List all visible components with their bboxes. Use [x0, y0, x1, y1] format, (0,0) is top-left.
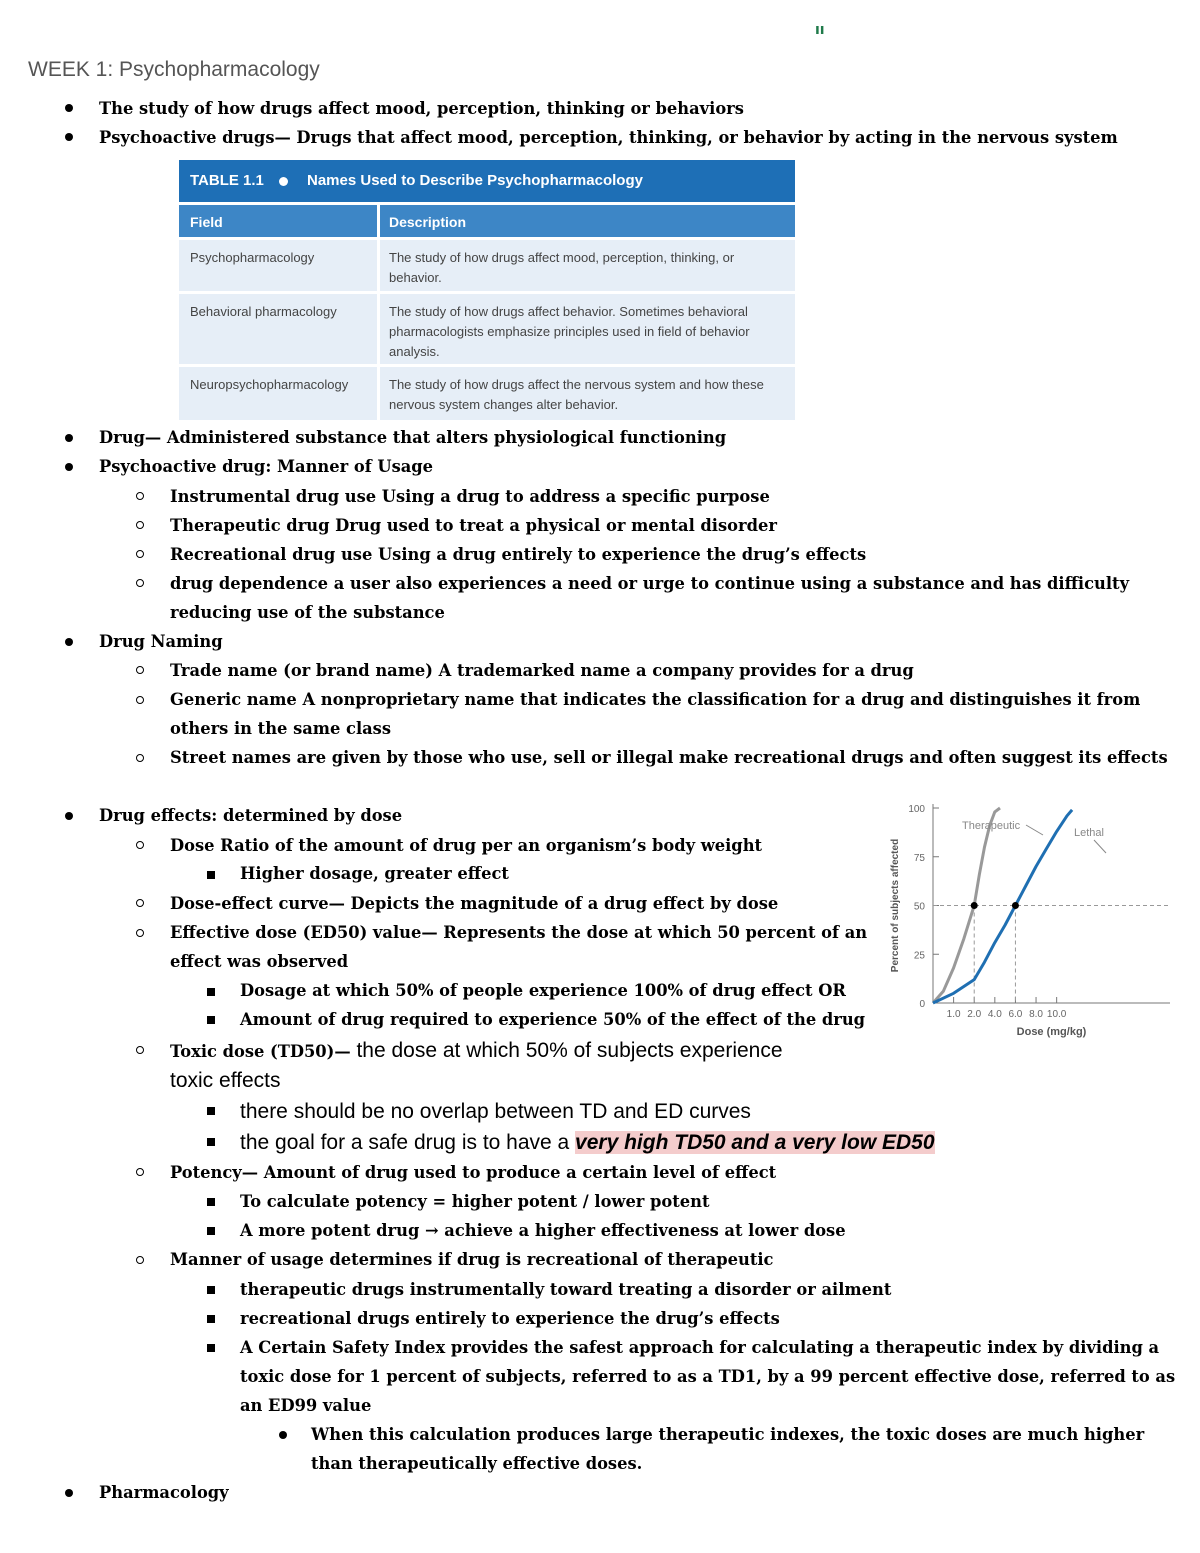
list-item: drug dependence a user also experiences a need or urge to continue using a substance and has difficulty — [170, 574, 1130, 593]
list-item: Pharmacology — [99, 1483, 229, 1502]
bullet — [279, 1431, 287, 1439]
table-row — [179, 367, 795, 420]
col-description: Description — [389, 214, 467, 230]
bullet — [136, 841, 144, 849]
x-tick-label: 10.0 — [1046, 1009, 1067, 1020]
bullet — [207, 1198, 215, 1206]
y-tick-label: 25 — [913, 950, 925, 962]
bullet — [136, 929, 144, 937]
table-caption: TABLE 1.1 — [190, 172, 264, 189]
legend-leader — [1026, 825, 1043, 835]
names-table — [179, 160, 795, 420]
list-item: Effective dose (ED50) value— Represents the dose at which 50 percent of an — [170, 923, 868, 942]
list-item-cont: reducing use of the substance — [170, 603, 445, 622]
list-item: A Certain Safety Index provides the safest approach for calculating a therapeutic index by dividing a — [240, 1338, 1160, 1357]
table-row — [179, 240, 795, 291]
y-tick-label: 100 — [908, 804, 925, 815]
table-header — [179, 160, 795, 202]
x-tick-label: 1.0 — [946, 1009, 961, 1020]
bullet — [65, 812, 73, 820]
table-cell-field: Behavioral pharmacology — [190, 304, 337, 319]
table-cell-desc: The study of how drugs affect behavior. Sometimes behavioral pharmacologists emphasize principles used in field of behavior analysis. — [389, 304, 750, 359]
bullet — [65, 434, 73, 442]
bullet — [136, 899, 144, 907]
list-item: Manner of usage determines if drug is recreational of therapeutic — [170, 1250, 774, 1269]
bullet — [207, 1227, 215, 1235]
list-item — [240, 1130, 935, 1156]
td50-term: Toxic dose (TD50)— — [170, 1042, 351, 1061]
bullet — [65, 133, 73, 141]
bullet — [207, 1344, 215, 1352]
list-item: Generic name A nonproprietary name that indicates the classification for a drug and distinguishes it from — [170, 690, 1141, 709]
bullet — [65, 638, 73, 646]
safe-drug-text: the goal for a safe drug is to have a — [240, 1131, 576, 1154]
list-item: therapeutic drugs instrumentally toward treating a disorder or ailment — [240, 1280, 892, 1299]
bullet — [65, 1489, 73, 1497]
list-item-cont: others in the same class — [170, 719, 392, 738]
list-item-cont: toxic effects — [170, 1069, 281, 1092]
table-cell-desc: The study of how drugs affect the nervous system and how these nervous system changes alter behavior. — [389, 377, 764, 412]
list-item — [170, 1038, 783, 1065]
x-tick-label: 4.0 — [987, 1009, 1002, 1020]
list-item-cont: effect was observed — [170, 952, 349, 971]
dose-effect-chart — [880, 795, 1175, 1050]
bullet — [136, 492, 144, 500]
header-mark: ıı — [815, 22, 825, 38]
table-cell-field: Psychopharmacology — [190, 250, 315, 265]
column-divider — [377, 205, 380, 420]
td50-definition: the dose at which 50% of subjects experience — [350, 1039, 783, 1062]
bullet — [136, 754, 144, 762]
list-item-cont: an ED99 value — [240, 1396, 372, 1415]
bullet — [207, 1016, 215, 1024]
list-item: recreational drugs entirely to experience the drug’s effects — [240, 1309, 780, 1328]
bullet — [136, 579, 144, 587]
legend-leader — [1094, 840, 1106, 853]
col-field: Field — [190, 214, 223, 230]
y-tick-label: 50 — [913, 901, 925, 913]
bullet — [207, 871, 215, 879]
list-item: Amount of drug required to experience 50% of the effect of the drug — [240, 1010, 866, 1029]
bullet — [207, 1138, 215, 1146]
list-item: Drug— Administered substance that alters physiological functioning — [99, 428, 727, 447]
list-item: Street names are given by those who use, sell or illegal make recreational drugs and often suggest its effects — [170, 748, 1168, 767]
y-tick-label: 75 — [913, 852, 925, 864]
list-item: The study of how drugs affect mood, perception, thinking or behaviors — [99, 99, 744, 118]
table-columns — [179, 205, 795, 237]
table-dot-icon — [279, 177, 288, 186]
list-item: Drug Naming — [99, 632, 223, 651]
bullet — [207, 1286, 215, 1294]
list-item: Higher dosage, greater effect — [240, 864, 509, 883]
list-item: To calculate potency = higher potent / lower potent — [240, 1192, 710, 1211]
list-item: Drug effects: determined by dose — [99, 806, 403, 825]
legend-lethal: Lethal — [1074, 827, 1104, 839]
list-item: there should be no overlap between TD and ED curves — [240, 1100, 751, 1123]
y-axis-label: Percent of subjects affected — [890, 838, 901, 973]
x-tick-label: 2.0 — [967, 1009, 982, 1020]
list-item: Psychoactive drug: Manner of Usage — [99, 457, 434, 476]
bullet — [65, 104, 73, 112]
table-row — [179, 294, 795, 364]
bullet — [136, 550, 144, 558]
bullet — [136, 1256, 144, 1264]
legend-therapeutic: Therapeutic — [962, 820, 1021, 832]
page-title: WEEK 1: Psychopharmacology — [28, 58, 320, 81]
list-item: When this calculation produces large therapeutic indexes, the toxic doses are much higher — [311, 1425, 1145, 1444]
x-axis-label: Dose (mg/kg) — [1016, 1026, 1087, 1038]
highlight-text: very high TD50 and a very low ED50 — [575, 1131, 935, 1154]
list-item: Therapeutic drug Drug used to treat a physical or mental disorder — [170, 516, 777, 535]
ed-td-point — [1012, 902, 1019, 909]
list-item: Trade name (or brand name) A trademarked name a company provides for a drug — [170, 661, 914, 680]
list-item: Psychoactive drugs— Drugs that affect mood, perception, thinking, or behavior by acting in the nervous system — [99, 128, 1118, 147]
list-item-cont: than therapeutically effective doses. — [311, 1454, 643, 1473]
series-line-lethal — [933, 810, 1072, 1003]
list-item: Instrumental drug use Using a drug to address a specific purpose — [170, 487, 770, 506]
bullet — [136, 521, 144, 529]
list-item: Potency— Amount of drug used to produce a certain level of effect — [170, 1163, 777, 1182]
bullet — [136, 1168, 144, 1176]
list-item: Dosage at which 50% of people experience 100% of drug effect OR — [240, 981, 846, 1000]
list-item: Dose-effect curve— Depicts the magnitude of a drug effect by dose — [170, 894, 779, 913]
bullet — [207, 988, 215, 996]
bullet — [136, 696, 144, 704]
table-cell-desc: The study of how drugs affect mood, perception, thinking, or behavior. — [389, 250, 735, 285]
list-item: Dose Ratio of the amount of drug per an organism’s body weight — [170, 836, 763, 855]
bullet — [136, 1046, 144, 1054]
table-title: Names Used to Describe Psychopharmacology — [307, 172, 643, 189]
list-item-cont: toxic dose for 1 percent of subjects, referred to as a TD1, by a 99 percent effective dose, referred to as — [240, 1367, 1176, 1386]
ed-td-point — [971, 902, 978, 909]
y-tick-label: 0 — [919, 999, 925, 1010]
bullet — [65, 463, 73, 471]
bullet — [136, 666, 144, 674]
x-tick-label: 8.0 — [1029, 1009, 1043, 1020]
x-tick-label: 6.0 — [1008, 1009, 1023, 1020]
list-item: Recreational drug use Using a drug entirely to experience the drug’s effects — [170, 545, 867, 564]
table-cell-field: Neuropsychopharmacology — [190, 377, 349, 392]
list-item: A more potent drug → achieve a higher effectiveness at lower dose — [240, 1221, 846, 1240]
bullet — [207, 1315, 215, 1323]
bullet — [207, 1107, 215, 1115]
